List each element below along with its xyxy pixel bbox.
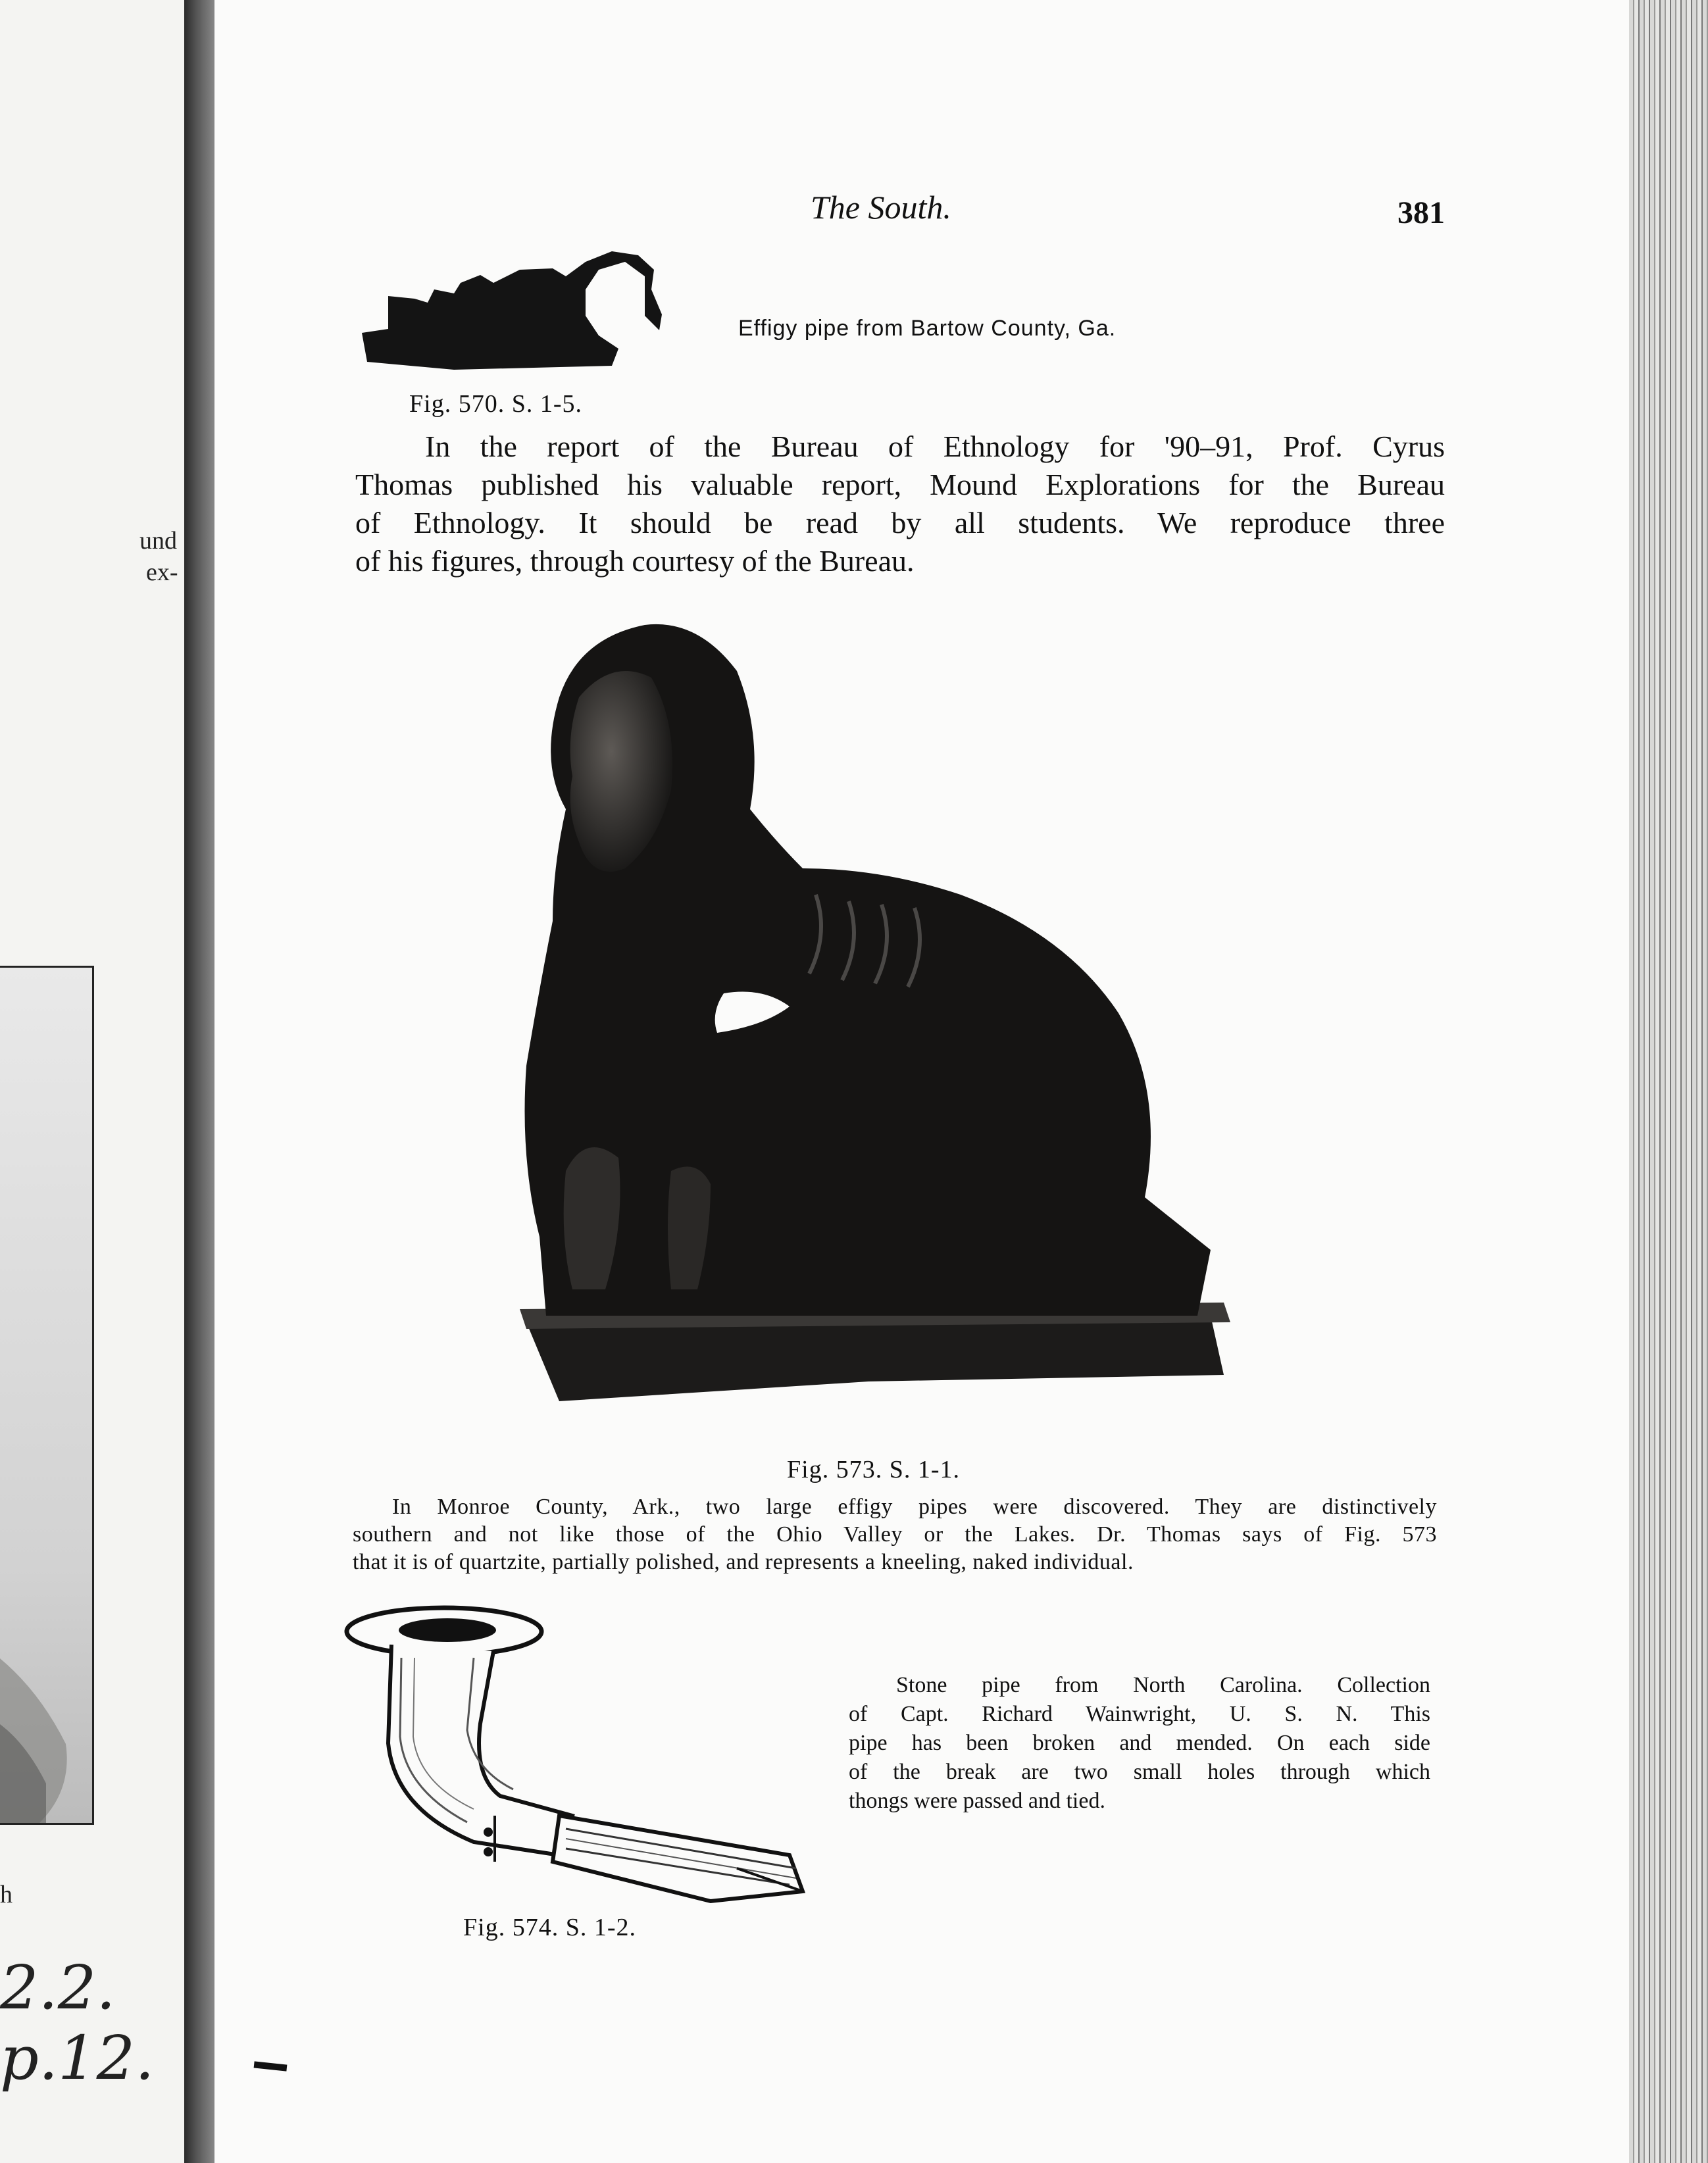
- left-page-fragment: h: [0, 1881, 13, 1908]
- description-line: of the break are two small holes through which: [849, 1760, 1430, 1784]
- fig573-label: Fig. 573. S. 1-1.: [787, 1456, 960, 1483]
- paragraph-line: In the report of the Bureau of Ethnology for '90–91, Prof. Cyrus: [425, 430, 1445, 463]
- fig574-label: Fig. 574. S. 1-2.: [463, 1914, 636, 1941]
- handwritten-note: 2.2. p.12.: [0, 1952, 155, 2093]
- left-facing-page: [0, 0, 184, 2163]
- paragraph-line: Thomas published his valuable report, Mound Explorations for the Bureau: [355, 468, 1445, 501]
- left-page-fragment: ex-: [146, 559, 178, 586]
- left-page-photo: [0, 966, 94, 1825]
- description-line: of Capt. Richard Wainwright, U. S. N. This: [849, 1702, 1430, 1726]
- paragraph-line: of his figures, through courtesy of the Bureau.: [355, 544, 915, 578]
- fig570-label: Fig. 570. S. 1-5.: [409, 390, 582, 418]
- description-line: Stone pipe from North Carolina. Collection: [896, 1673, 1430, 1697]
- description-line: thongs were passed and tied.: [849, 1789, 1105, 1813]
- page-number: 381: [1397, 195, 1445, 230]
- fig574-stone-pipe-image: [342, 1592, 816, 1921]
- page-edges: [1629, 0, 1708, 2163]
- description-line: pipe has been broken and mended. On each side: [849, 1731, 1430, 1755]
- fig574-description: [849, 1671, 1430, 1816]
- paragraph-line: In Monroe County, Ark., two large effigy pipes were discovered. They are distinctively: [392, 1495, 1437, 1519]
- paragraph-line: of Ethnology. It should be read by all students. We reproduce three: [355, 506, 1445, 539]
- book-gutter: [184, 0, 214, 2163]
- fig570-caption: Effigy pipe from Bartow County, Ga.: [738, 316, 1117, 341]
- paragraph-line: southern and not like those of the Ohio Valley or the Lakes. Dr. Thomas says of Fig. 573: [353, 1522, 1437, 1547]
- running-title: The South.: [811, 189, 951, 226]
- intro-paragraph: [355, 428, 1445, 580]
- fig570-effigy-pipe-image: [362, 243, 671, 375]
- left-page-fragment: und: [139, 527, 177, 555]
- fig573-kneeling-effigy-pipe-image: [500, 592, 1290, 1447]
- paragraph-line: that it is of quartzite, partially polished, and represents a kneeling, naked individual.: [353, 1550, 1134, 1574]
- monroe-county-paragraph: [353, 1493, 1437, 1576]
